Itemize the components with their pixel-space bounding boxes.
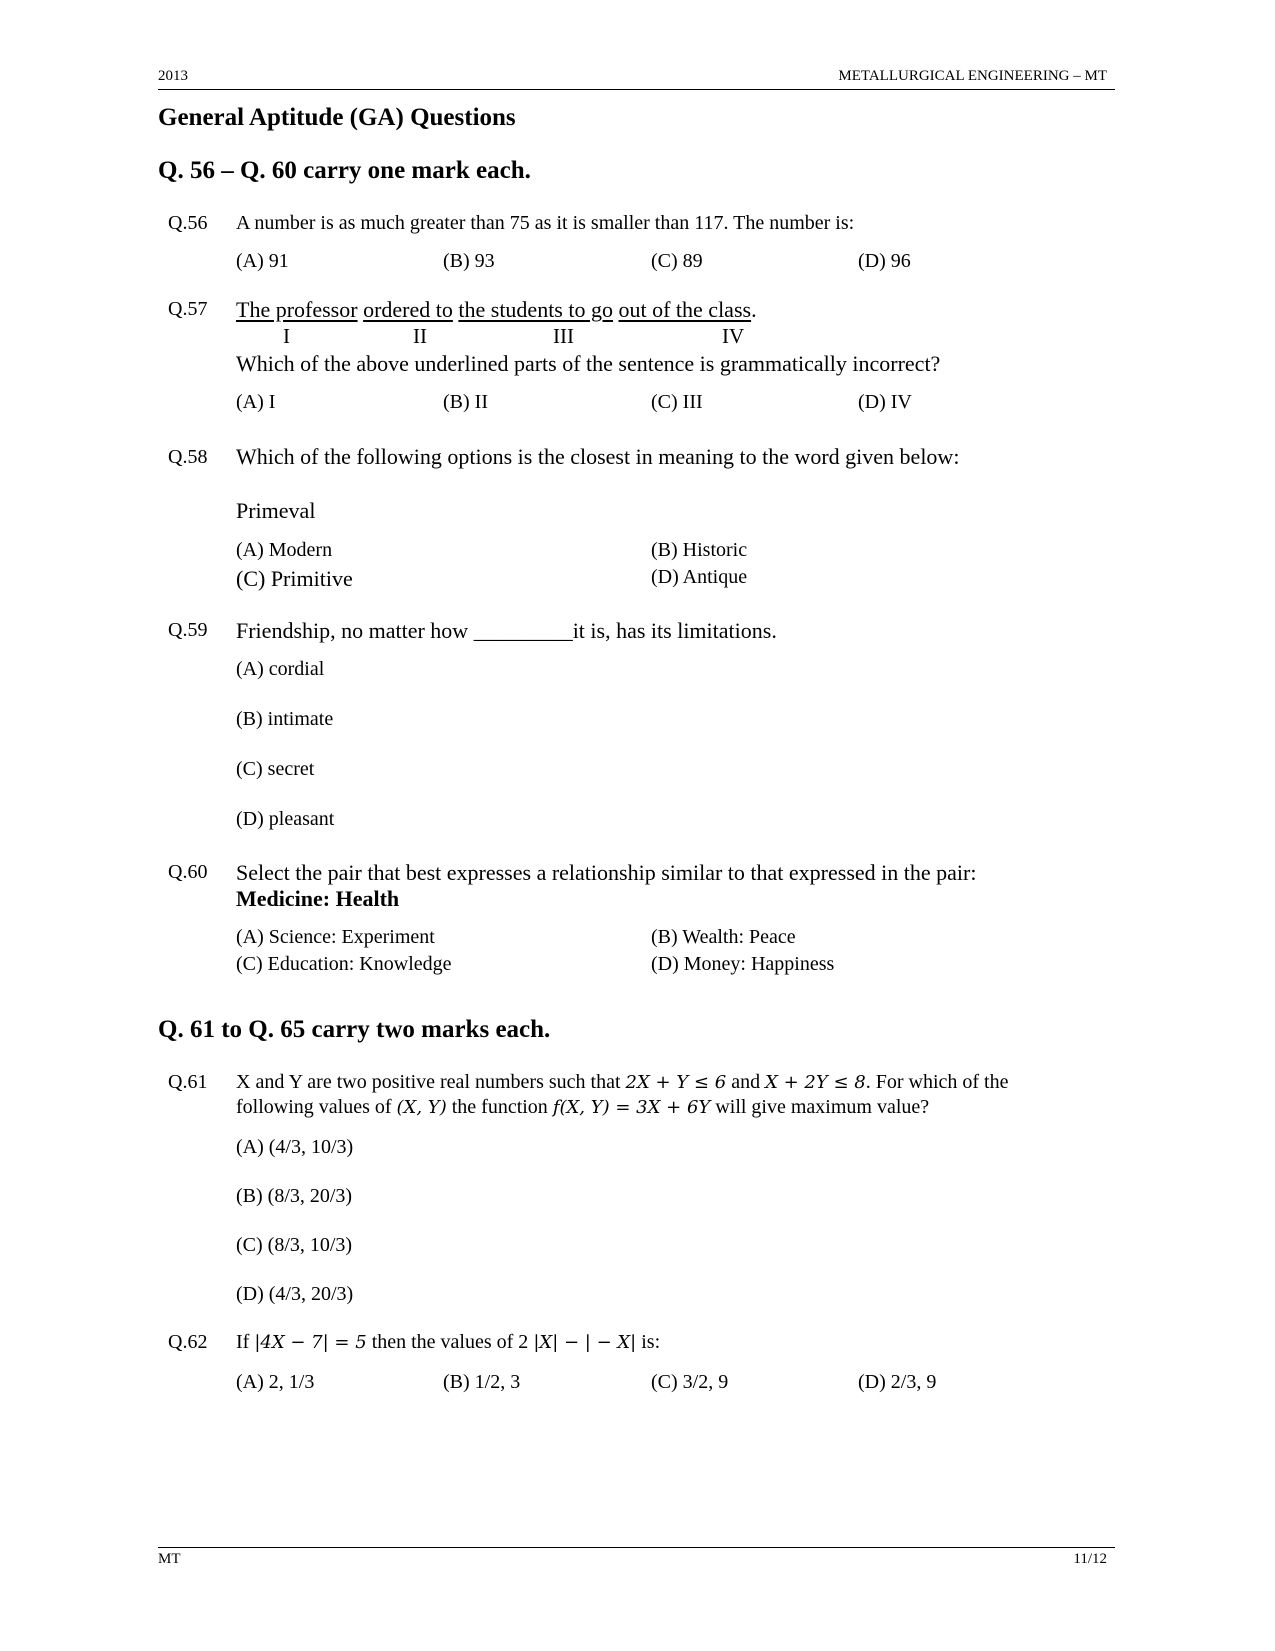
question-text: Friendship, no matter how _________it is, has its limitations. [236,618,777,643]
text-run: following values of [236,1096,397,1118]
math-pair: (X, Y) [396,1097,447,1118]
question-text [236,1331,660,1354]
text-run: . For which of the [865,1071,1009,1093]
group2-title: Q. 61 to Q. 65 carry two marks each. [158,1016,551,1043]
text-run: will give maximum value? [710,1096,930,1118]
option-b[interactable]: (B) 93 [443,250,495,272]
underlined-sentence [236,297,757,323]
option-a[interactable]: (A) 91 [236,250,289,272]
option-d[interactable]: (D) Money: Happiness [651,953,835,975]
question-text: Which of the following options is the closest in meaning to the word given below: [236,444,960,469]
question-number: Q.57 [168,298,208,320]
question-text: A number is as much greater than 75 as it is smaller than 117. The number is: [236,212,855,234]
option-a[interactable]: (A) Modern [236,539,333,561]
option-a[interactable]: (A) cordial [236,658,325,680]
question-number: Q.56 [168,212,208,234]
given-word: Primeval [236,498,316,523]
option-b[interactable]: (B) (8/3, 20/3) [236,1185,353,1207]
header-year: 2013 [158,68,188,84]
option-c[interactable]: (C) 3/2, 9 [651,1371,729,1393]
section-title: General Aptitude (GA) Questions [158,104,516,131]
question-text: Select the pair that best expresses a relationship similar to that expressed in the pair: [236,860,977,885]
option-c[interactable]: (C) 89 [651,250,703,272]
page-number: 11/12 [1073,1551,1107,1567]
question-number: Q.62 [168,1331,208,1353]
text-run: then the values of 2 [366,1331,534,1353]
question-number: Q.59 [168,619,208,641]
footer-paper-code: MT [158,1551,181,1567]
underlined-part-iii: the students to go [458,297,613,322]
option-b[interactable]: (B) Wealth: Peace [651,926,796,948]
option-d[interactable]: (D) IV [858,391,912,413]
given-pair: Medicine: Health [236,886,400,911]
option-a[interactable]: (A) (4/3, 10/3) [236,1136,354,1158]
header-paper: METALLURGICAL ENGINEERING – MT [838,68,1107,84]
option-d[interactable]: (D) pleasant [236,808,335,830]
underlined-part-i: The professor [236,297,358,322]
roman-label-i: I [283,324,290,348]
sentence-period: . [751,297,757,322]
option-d[interactable]: (D) 2/3, 9 [858,1371,937,1393]
question-number: Q.60 [168,861,208,883]
option-b[interactable]: (B) II [443,391,488,413]
footer-rule [158,1547,1115,1548]
roman-label-iii: III [553,324,574,348]
text-run: the function [446,1096,553,1118]
option-d[interactable]: (D) Antique [651,566,748,588]
question-number: Q.58 [168,446,208,468]
option-c[interactable]: (C) (8/3, 10/3) [236,1234,353,1256]
text-run: and [726,1071,766,1093]
option-b[interactable]: (B) intimate [236,708,334,730]
header-rule [158,89,1115,90]
math-expression: |X| − | − X| [533,1332,637,1353]
group1-title: Q. 56 – Q. 60 carry one mark each. [158,157,531,184]
option-d[interactable]: (D) (4/3, 20/3) [236,1283,354,1305]
option-b[interactable]: (B) 1/2, 3 [443,1371,521,1393]
option-c[interactable]: (C) III [651,391,703,413]
underlined-part-ii: ordered to [363,297,453,322]
math-equation: |4X − 7| = 5 [254,1332,367,1353]
option-c[interactable]: (C) secret [236,758,315,780]
roman-label-ii: II [413,324,427,348]
option-a[interactable]: (A) I [236,391,276,413]
question-text-line-2 [236,1096,929,1119]
text-run: If [236,1331,255,1353]
question-number: Q.61 [168,1071,208,1093]
option-d[interactable]: (D) 96 [858,250,911,272]
question-text: Which of the above underlined parts of the sentence is grammatically incorrect? [236,351,941,376]
text-run: X and Y are two positive real numbers such that [236,1071,626,1093]
math-inequality-2: X + 2Y ≤ 8 [765,1072,866,1093]
option-c[interactable]: (C) Primitive [236,566,353,591]
roman-label-iv: IV [722,324,745,348]
option-a[interactable]: (A) 2, 1/3 [236,1371,315,1393]
question-text-line-1 [236,1071,1009,1094]
option-c[interactable]: (C) Education: Knowledge [236,953,452,975]
text-run: is: [636,1331,661,1353]
option-b[interactable]: (B) Historic [651,539,748,561]
option-a[interactable]: (A) Science: Experiment [236,926,435,948]
math-inequality-1: 2X + Y ≤ 6 [625,1072,727,1093]
math-function: f(X, Y) = 3X + 6Y [552,1097,711,1118]
underlined-part-iv: out of the class [618,297,752,322]
